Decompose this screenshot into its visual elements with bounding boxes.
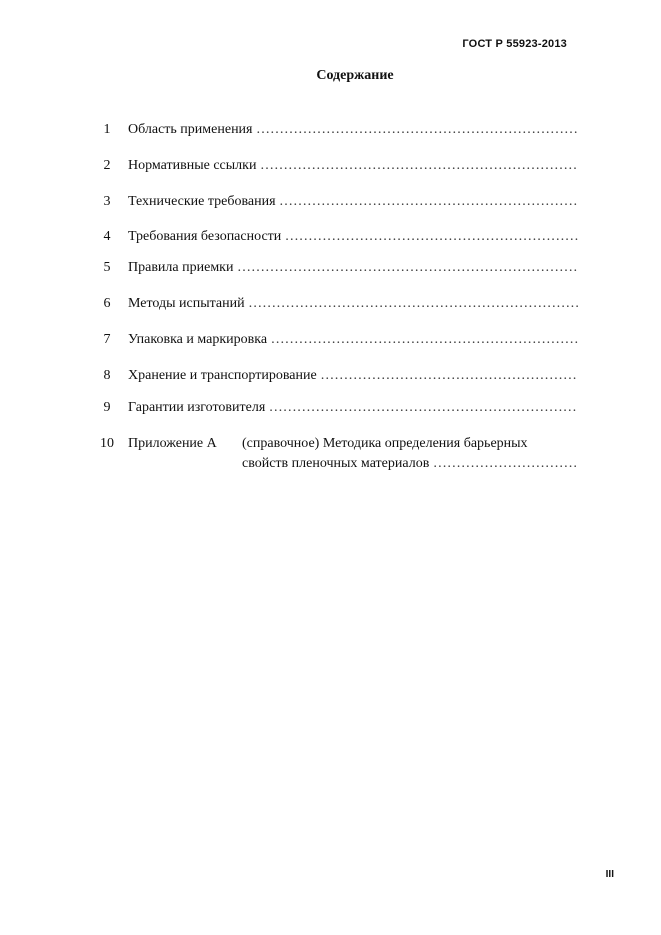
toc-item[interactable] [96,258,578,278]
toc-item-number: 10 [100,436,114,451]
toc-item-label: Методы испытаний …………………………………………………………………………………………………………… [128,294,578,314]
toc-item-number: 6 [103,296,111,311]
toc-item-label: Нормативные ссылки …………………………………………………………………………………………………………… [128,156,578,176]
toc-item[interactable] [96,120,578,140]
page-title: Содержание [316,68,394,83]
appendix-description-line1: (справочное) Методика определения барьерных [242,436,528,451]
toc-item[interactable] [96,330,578,350]
appendix-description-line2: свойств пленочных материалов …………………………………………………………………………………… [242,454,578,474]
toc-item[interactable] [96,398,578,418]
toc-item-number: 1 [103,122,111,137]
toc-item-label: Упаковка и маркировка …………………………………………………………………………………………………………… [128,330,578,350]
appendix-label: Приложение А [128,436,217,451]
page-number: III [605,869,614,880]
toc-item-number: 3 [103,194,111,209]
toc-item[interactable] [96,227,578,247]
toc-item-label: Требования безопасности …………………………………………………………………………………………………………… [128,227,578,247]
toc-item-number: 4 [103,229,111,244]
toc-item-number: 8 [103,368,111,383]
toc-item[interactable] [96,294,578,314]
toc-item-label: Область применения …………………………………………………………………………………………………………… [128,120,578,140]
toc-item-number: 5 [103,260,111,275]
toc-item-label: Гарантии изготовителя …………………………………………………………………………………………………………… [128,398,578,418]
document-code: ГОСТ Р 55923-2013 [462,38,567,50]
toc-item[interactable] [96,366,578,386]
toc-item-label: Хранение и транспортирование …………………………………………………………………………………………………………… [128,366,578,386]
toc-item-label: Технические требования …………………………………………………………………………………………………………… [128,192,578,212]
toc-item[interactable] [96,192,578,212]
toc-item[interactable] [96,156,578,176]
toc-item-number: 2 [103,158,111,173]
toc-item-number: 9 [103,400,111,415]
toc-item-number: 7 [103,332,111,347]
toc-item-label: Правила приемки …………………………………………………………………………………………………………… [128,258,578,278]
